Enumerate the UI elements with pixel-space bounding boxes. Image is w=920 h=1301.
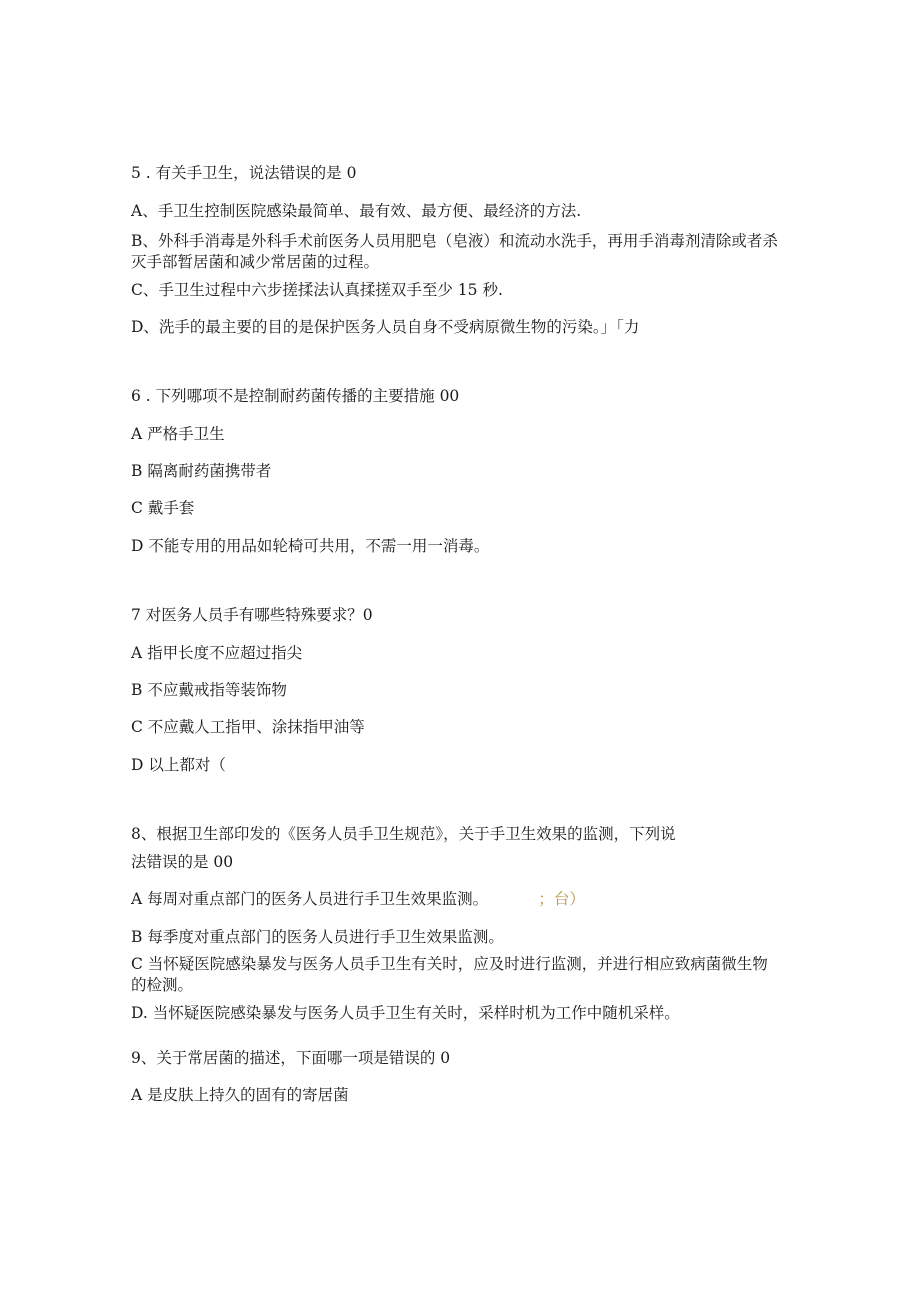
- q8-option-b: B 每季度对重点部门的医务人员进行手卫生效果监测。: [131, 928, 504, 946]
- question-7: 7 对医务人员手有哪些特殊要求？0: [131, 606, 373, 624]
- q7-option-c: C 不应戴人工指甲、涂抹指甲油等: [131, 718, 365, 736]
- q5-option-a: A、手卫生控制医院感染最简单、最有效、最方便、最经济的方法.: [131, 202, 582, 220]
- q7-option-b: B 不应戴戒指等装饰物: [131, 681, 287, 699]
- q8-option-c: C 当怀疑医院感染暴发与医务人员手卫生有关时，应及时进行监测，并进行相应致病菌微生物的检测。: [131, 955, 768, 994]
- q8-option-a-text: A 每周对重点部门的医务人员进行手卫生效果监测。: [131, 890, 481, 908]
- question-9: 9、关于常居菌的描述，下面哪一项是错误的 0: [131, 1049, 451, 1067]
- q7-option-d: D 以上都对（: [131, 756, 226, 774]
- q5-option-b: B、外科手消毒是外科手术前医务人员用肥皂（皂液）和流动水洗手，再用手消毒剂清除或者杀灭手部暂居菌和减少常居菌的过程。: [131, 232, 778, 271]
- q8-option-a-note: ；台）: [538, 890, 585, 908]
- question-8-line-2: 法错误的是 00: [131, 853, 234, 871]
- q5-option-d: D、洗手的最主要的目的是保护医务人员自身不受病原微生物的污染。」「力: [131, 318, 640, 336]
- q6-option-b: B 隔离耐药菌携带者: [131, 462, 272, 480]
- q6-option-a: A 严格手卫生: [131, 425, 225, 443]
- q5-option-c: C、手卫生过程中六步搓揉法认真揉搓双手至少 15 秒.: [131, 281, 503, 299]
- question-6: 6 . 下列哪项不是控制耐药菌传播的主要措施 00: [131, 387, 460, 405]
- q6-option-d: D 不能专用的用品如轮椅可共用，不需一用一消毒。: [131, 537, 490, 555]
- q8-option-d: D. 当怀疑医院感染暴发与医务人员手卫生有关时，采样时机为工作中随机采样。: [131, 1004, 680, 1022]
- question-5: 5 . 有关手卫生，说法错误的是 0: [131, 164, 357, 182]
- q7-option-a: A 指甲长度不应超过指尖: [131, 644, 303, 662]
- q8-option-a: [131, 889, 585, 910]
- q9-option-a: A 是皮肤上持久的固有的寄居菌: [131, 1086, 349, 1104]
- q6-option-c: C 戴手套: [131, 499, 195, 517]
- question-8-line-1: 8、根据卫生部印发的《医务人员手卫生规范》，关于手卫生效果的监测，下列说: [131, 825, 676, 843]
